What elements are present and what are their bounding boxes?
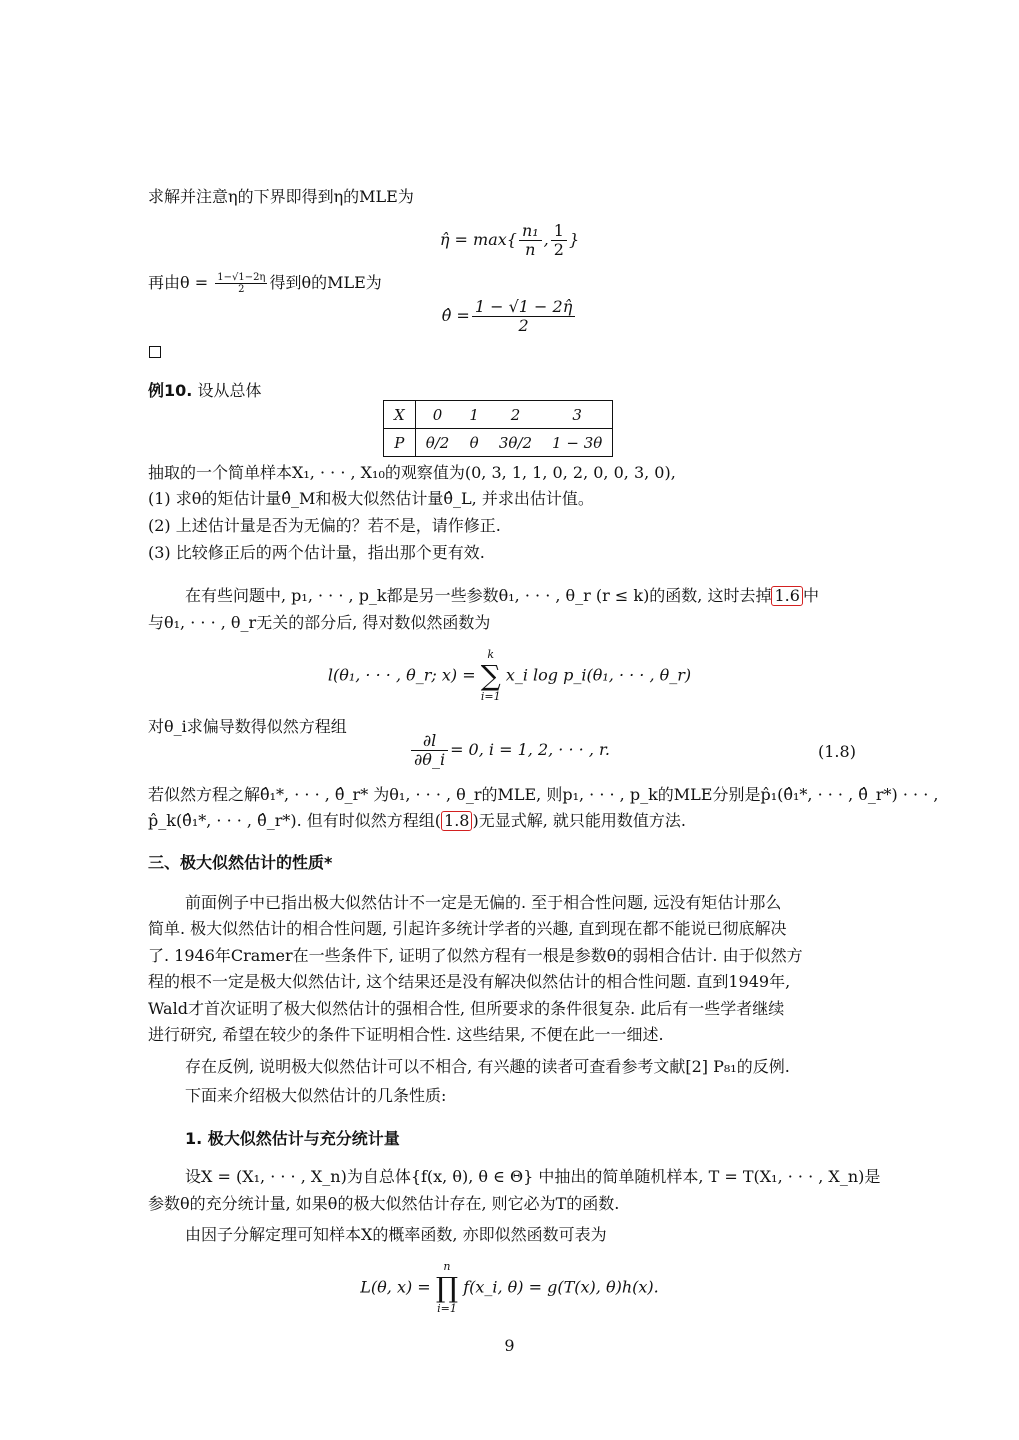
- text-line: 参数θ的充分统计量, 如果θ的极大似然估计存在, 则它必为T的函数.: [148, 1194, 620, 1213]
- equation-eta-hat: [0, 222, 1019, 259]
- prod-lower: i=1: [437, 1302, 457, 1315]
- page-number: 9: [504, 1336, 515, 1355]
- text-line: 存在反例, 说明极大似然估计可以不相合, 有兴趣的读者可查看参考文献[2] P₈₁的反例.: [185, 1057, 790, 1076]
- text-line: 抽取的一个简单样本X₁, · · · , X₁₀的观察值为(0, 3, 1, 1, 0, 2, 0, 0, 3, 0),: [148, 463, 676, 482]
- equation-ref-link[interactable]: 1.8: [441, 811, 472, 831]
- prod-upper: n: [443, 1260, 451, 1273]
- eq-part: θ̂ =: [441, 306, 470, 325]
- frac-den: 2: [238, 284, 245, 295]
- eq-part: x_i log p_i(θ₁, · · · , θ_r): [505, 665, 692, 685]
- frac-num: 1: [551, 222, 567, 241]
- example-heading: [148, 380, 261, 402]
- text-part: 在有些问题中, p₁, · · · , p_k都是另一些参数θ₁, · · · , θ_r (r ≤ k)的函数, 这时去掉: [185, 586, 772, 605]
- text-line: 由因子分解定理可知样本X的概率函数, 亦即似然函数可表为: [185, 1225, 607, 1244]
- prod-sign: ∏: [435, 1271, 459, 1304]
- text-line: 前面例子中已指出极大似然估计不一定是无偏的. 至于相合性问题, 远没有矩估计那么: [185, 893, 782, 912]
- frac-den: 2: [553, 240, 564, 259]
- text-line: 对θ_i求偏导数得似然方程组: [148, 717, 347, 736]
- table-row: [384, 401, 613, 429]
- text-line: [185, 585, 819, 607]
- sum-sign: ∑: [480, 659, 501, 692]
- equation-log-likelihood: [0, 648, 1019, 704]
- table-cell: 0: [415, 401, 459, 429]
- table-cell: 3: [542, 401, 613, 429]
- equation-number: (1.8): [818, 742, 856, 761]
- table-cell: 1 − 3θ: [552, 433, 603, 452]
- equation-1-8: [0, 732, 1019, 769]
- equation-theta-hat: [0, 298, 1019, 335]
- text-line: Wald才首次证明了极大似然估计的强相合性, 但所要求的条件很复杂. 此后有一些学者继续: [148, 999, 785, 1018]
- text-part: 再由θ =: [148, 273, 214, 292]
- text-line: 设X = (X₁, · · · , X_n)为自总体{f(x, θ), θ ∈ Θ} 中抽出的简单随机样本, T = T(X₁, · · · , X_n)是: [185, 1167, 881, 1186]
- text-part: 得到θ的MLE为: [269, 273, 382, 292]
- eq-part: ,: [543, 230, 549, 249]
- text-line: 程的根不一定是极大似然估计, 这个结果还是没有解决似然估计的相合性问题. 直到1949年,: [148, 972, 791, 991]
- text-line: 下面来介绍极大似然估计的几条性质:: [185, 1086, 447, 1105]
- equation-likelihood-factor: [0, 1260, 1019, 1316]
- text-line: 了. 1946年Cramer在一些条件下, 证明了似然方程有一根是参数θ的弱相合估计. 由于似然方: [148, 946, 803, 965]
- sum-lower: i=1: [480, 690, 501, 703]
- equation-ref-link[interactable]: 1.6: [771, 586, 802, 606]
- frac-den: n: [525, 240, 536, 259]
- table-cell: 3θ/2: [498, 433, 533, 452]
- text-line: [148, 810, 686, 832]
- frac-num: 1−√1−2η: [217, 272, 266, 283]
- frac-num: ∂l: [411, 732, 448, 751]
- eq-part: }: [568, 230, 580, 249]
- table-cell: θ: [469, 433, 479, 452]
- text-line: 求解并注意η的下界即得到η的MLE为: [148, 187, 414, 206]
- eq-part: f(x_i, θ) = g(T(x), θ)h(x).: [463, 1277, 659, 1297]
- frac-num: 1 − √1 − 2η̂: [472, 298, 575, 317]
- table-cell: 1: [459, 401, 489, 429]
- section-heading: 三、极大似然估计的性质*: [148, 853, 333, 872]
- text-line: (2) 上述估计量是否为无偏的？若不是，请作修正.: [148, 516, 501, 535]
- eq-part: = 0, i = 1, 2, · · · , r.: [450, 740, 610, 759]
- text-part: 中: [802, 586, 819, 605]
- text-part: )无显式解, 就只能用数值方法.: [472, 811, 686, 830]
- text-line: (3) 比较修正后的两个估计量，指出那个更有效.: [148, 543, 485, 562]
- subsection-heading: 1. 极大似然估计与充分统计量: [185, 1129, 400, 1148]
- eq-part: L(θ, x) =: [360, 1277, 431, 1297]
- table-cell: X: [384, 401, 416, 429]
- eq-part: l(θ₁, · · · , θ_r; x) =: [327, 665, 476, 685]
- eq-part: η̂ = max{: [439, 230, 517, 249]
- qed-symbol: [149, 346, 161, 358]
- frac-num: n₁: [519, 222, 542, 241]
- text-part: p̂_k(θ̂₁*, · · · , θ̂_r*). 但有时似然方程组(: [148, 811, 442, 830]
- frac-den: ∂θ_i: [414, 750, 446, 769]
- frac-den: 2: [518, 316, 529, 335]
- text-line: [148, 272, 382, 295]
- text-line: 进行研究, 希望在较少的条件下证明相合性. 这些结果, 不便在此一一细述.: [148, 1025, 664, 1044]
- text-line: 若似然方程之解θ̂₁*, · · · , θ̂_r* 为θ₁, · · · , θ_r的MLE, 则p₁, · · · , p_k的MLE分别是p̂₁(θ̂₁*, · · · , θ̂_r*) · · · ,: [148, 785, 939, 804]
- example-text: 设从总体: [197, 381, 262, 400]
- text-line: 简单. 极大似然估计的相合性问题, 引起许多统计学者的兴趣, 直到现在都不能说已彻底解决: [148, 919, 787, 938]
- table-cell: θ/2: [425, 433, 450, 452]
- sum-upper: k: [487, 648, 495, 661]
- example-label: 例10.: [148, 381, 193, 400]
- table-row: [384, 429, 613, 457]
- text-line: 与θ₁, · · · , θ_r无关的部分后, 得对数似然函数为: [148, 613, 491, 632]
- text-line: (1) 求θ的矩估计量θ̂_M和极大似然估计量θ̂_L, 并求出估计值。: [148, 489, 594, 508]
- table-cell: 2: [489, 401, 542, 429]
- distribution-table: [383, 400, 613, 457]
- table-cell: P: [384, 429, 416, 457]
